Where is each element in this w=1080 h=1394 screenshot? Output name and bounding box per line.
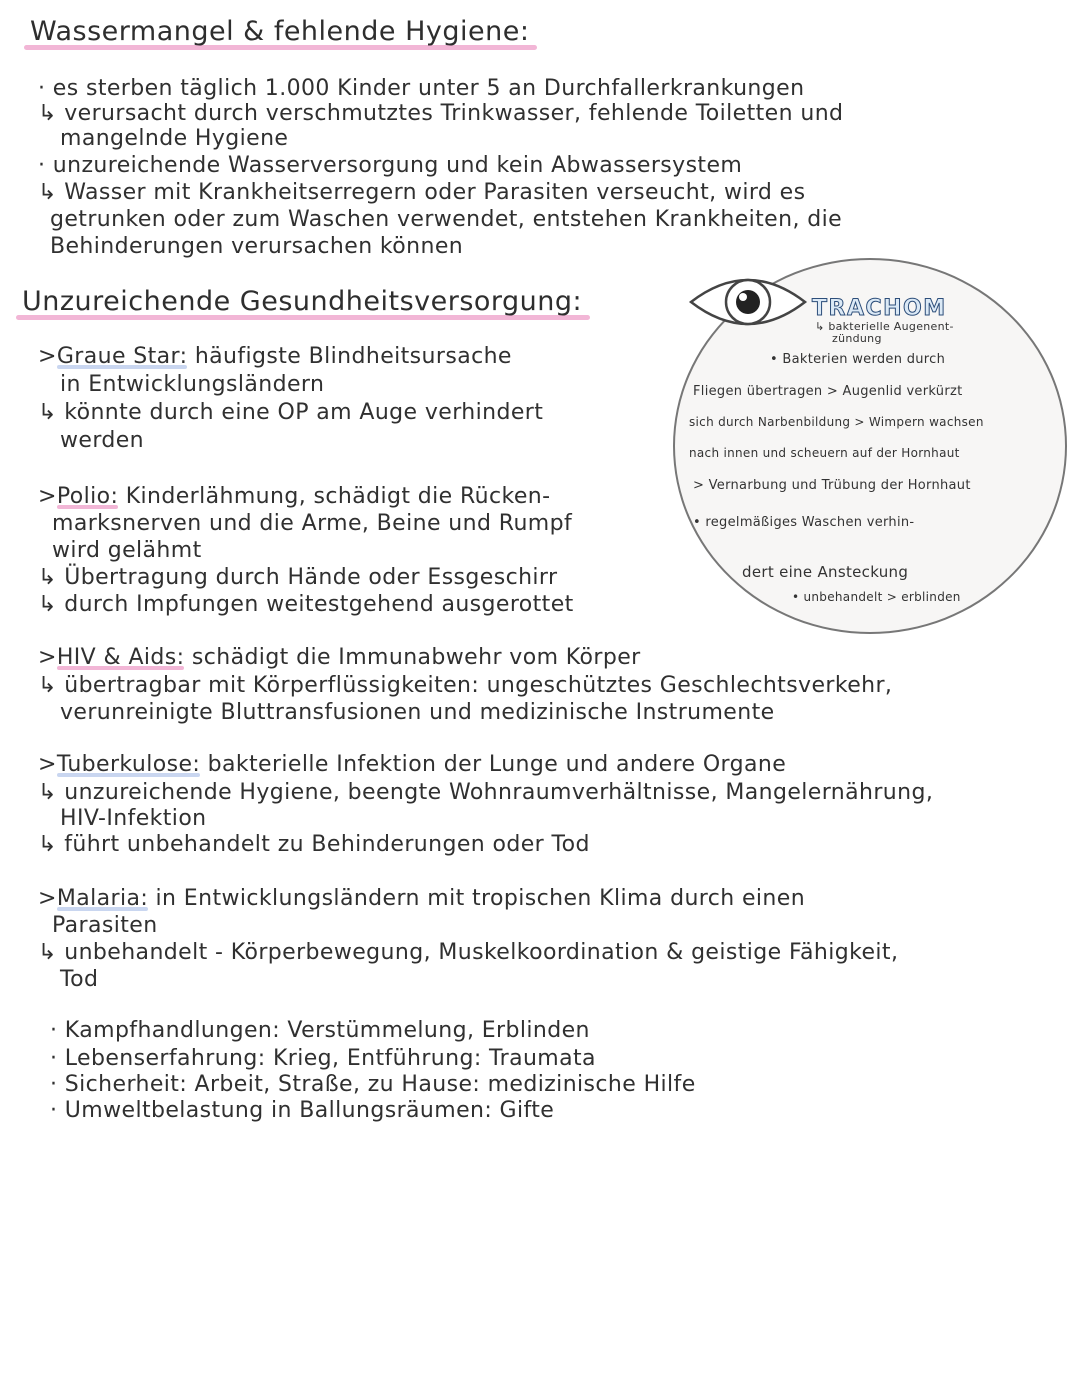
trachom-subtitle: zündung [832, 332, 882, 345]
trachom-line: > Vernarbung und Trübung der Hornhaut [693, 478, 971, 493]
term-malaria: Malaria: [56, 886, 149, 911]
trachom-line: nach innen und scheuern auf der Hornhaut [689, 446, 960, 460]
trachom-title: TRACHOM [812, 296, 947, 321]
list-item: · Sicherheit: Arbeit, Straße, zu Hause: medizinische Hilfe [50, 1072, 696, 1097]
trachom-line: • unbehandelt > erblinden [792, 590, 961, 604]
text-line: · es sterben täglich 1.000 Kinder unter 5 an Durchfallerkrankungen [38, 76, 805, 101]
term-tuberkulose: Tuberkulose: [56, 752, 201, 777]
text-line: ↳ führt unbehandelt zu Behinderungen oder Tod [38, 832, 590, 857]
text-line: >Malaria: in Entwicklungsländern mit tropischen Klima durch einen [38, 886, 806, 911]
trachom-line: Fliegen übertragen > Augenlid verkürzt [693, 384, 963, 399]
text-line: ↳ verursacht durch verschmutztes Trinkwasser, fehlende Toiletten und [38, 101, 844, 126]
trachom-line: sich durch Narbenbildung > Wimpern wachsen [689, 415, 984, 429]
text-line: Tod [60, 967, 99, 992]
term-polio: Polio: [56, 484, 119, 509]
text-line: HIV-Infektion [60, 806, 207, 831]
trachom-line: dert eine Ansteckung [742, 563, 909, 581]
text-line: ↳ durch Impfungen weitestgehend ausgerottet [38, 592, 574, 617]
eye-icon [683, 262, 813, 342]
text-line: mangelnde Hygiene [60, 126, 289, 151]
section-heading-health [22, 286, 582, 317]
heading-text: Wassermangel & fehlende Hygiene: [30, 16, 530, 47]
text-line: >Polio: Kinderlähmung, schädigt die Rücken- [38, 484, 551, 509]
text-line: ↳ könnte durch eine OP am Auge verhindert [38, 400, 544, 425]
text-line: wird gelähmt [52, 538, 202, 563]
trachom-line: • regelmäßiges Waschen verhin- [693, 515, 915, 530]
text-line: · unzureichende Wasserversorgung und kein Abwassersystem [38, 153, 743, 178]
term-hiv: HIV & Aids: [56, 645, 185, 670]
heading-text: Unzureichende Gesundheitsversorgung: [22, 286, 583, 317]
text-line: ↳ unzureichende Hygiene, beengte Wohnraumverhältnisse, Mangelernährung, [38, 780, 934, 805]
list-item: · Lebenserfahrung: Krieg, Entführung: Traumata [50, 1046, 596, 1071]
text-line: >Tuberkulose: bakterielle Infektion der Lunge und andere Organe [38, 752, 787, 777]
text-line: werden [60, 428, 145, 453]
text-line: verunreinigte Bluttransfusionen und medizinische Instrumente [60, 700, 775, 725]
trachom-subtitle: ↳ bakterielle Augenent- [815, 320, 954, 333]
text-line: ↳ übertragbar mit Körperflüssigkeiten: ungeschütztes Geschlechtsverkehr, [38, 673, 893, 698]
text-line: >HIV & Aids: schädigt die Immunabwehr vom Körper [38, 645, 641, 670]
text-line: marksnerven und die Arme, Beine und Rumpf [52, 511, 573, 536]
list-item: · Umweltbelastung in Ballungsräumen: Gifte [50, 1098, 555, 1123]
term-graue-star: Graue Star: [56, 344, 188, 369]
text-line: >Graue Star: häufigste Blindheitsursache [38, 344, 512, 369]
list-item: · Kampfhandlungen: Verstümmelung, Erblinden [50, 1018, 590, 1043]
text-line: Behinderungen verursachen können [50, 234, 464, 259]
text-line: Parasiten [52, 913, 158, 938]
section-heading-water [30, 16, 529, 47]
text-line: ↳ Wasser mit Krankheitserregern oder Parasiten verseucht, wird es [38, 180, 806, 205]
trachom-line: • Bakterien werden durch [770, 352, 946, 367]
text-line: getrunken oder zum Waschen verwendet, entstehen Krankheiten, die [50, 207, 843, 232]
text-line: ↳ Übertragung durch Hände oder Essgeschirr [38, 565, 558, 590]
text-line: ↳ unbehandelt - Körperbewegung, Muskelkoordination & geistige Fähigkeit, [38, 940, 899, 965]
text-line: in Entwicklungsländern [60, 372, 325, 397]
